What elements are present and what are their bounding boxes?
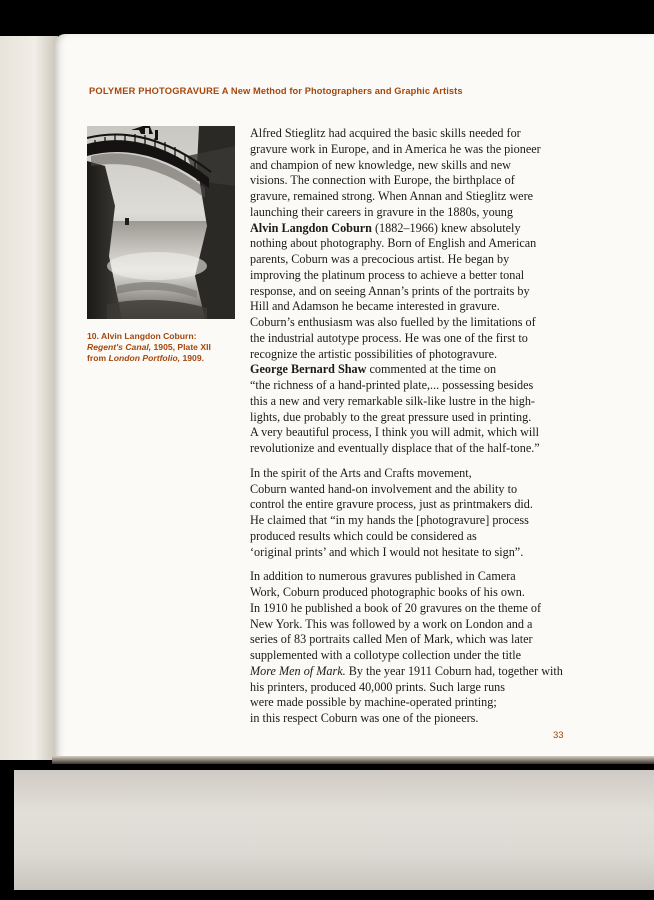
text-line [250, 664, 580, 680]
text-line: supplemented with a collotype collection under the title [250, 648, 522, 662]
text-line: revolutionize and eventually displace that of the half-tone.” [250, 441, 540, 455]
caption-source-title: London Portfolio, [108, 353, 181, 363]
paragraph-1 [250, 126, 580, 457]
text-line: his printers, produced 40,000 prints. Such large runs [250, 679, 505, 694]
text-run: By the year 1911 Coburn had, together with [345, 663, 563, 678]
text-line: parents, Coburn was a precocious artist. He began by [250, 252, 510, 266]
text-line: this a new and very remarkable silk-like lustre in the high- [250, 393, 535, 408]
text-run: commented at the time on [366, 362, 497, 377]
figure-caption [87, 331, 237, 364]
text-line: recognize the artistic possibilities of photogravure. [250, 346, 498, 361]
caption-year-plate: 1905, Plate XII [153, 342, 211, 352]
text-line: Coburn’s enthusiasm was also fuelled by the limitations of [250, 315, 536, 329]
text-line [250, 221, 580, 237]
text-line: produced results which could be considered as [250, 528, 477, 543]
text-line: He claimed that “in my hands the [photogravure] process [250, 513, 529, 527]
text-line: Coburn wanted hand-on involvement and the ability to [250, 481, 518, 496]
text-line: in this respect Coburn was one of the pioneers. [250, 711, 479, 725]
paragraph-2 [250, 466, 580, 561]
text-line: gravure work in Europe, and in America he was the pioneer [250, 141, 541, 156]
text-line: and champion of new knowledge, new skills and new [250, 157, 511, 172]
running-head-title: POLYMER PHOTOGRAVURE [89, 86, 220, 96]
text-line: control the entire gravure process, just as printmakers did. [250, 497, 533, 512]
text-line: launching their careers in gravure in the 1880s, young [250, 204, 513, 219]
text-line [250, 362, 580, 378]
page-number: 33 [553, 730, 564, 741]
running-head-subtitle: A New Method for Photographers and Graphic Artists [221, 86, 463, 96]
text-line: gravure, remained strong. When Annan and Stieglitz were [250, 189, 534, 203]
text-line: Alfred Stieglitz had acquired the basic skills needed for [250, 126, 521, 140]
figure-photo [87, 126, 235, 319]
text-line: improving the platinum process to achieve a better tonal [250, 267, 525, 282]
text-line: the industrial autotype process. He was one of the first to [250, 330, 528, 345]
caption-line-3 [87, 353, 237, 364]
text-line: In addition to numerous gravures published in Camera [250, 569, 516, 584]
text-line: In 1910 he published a book of 20 gravures on the theme of [250, 600, 542, 615]
text-line: series of 83 portraits called Men of Mark, which was later [250, 632, 533, 647]
caption-source-year: 1909. [182, 353, 205, 363]
caption-work-title: Regent's Canal, [87, 342, 152, 352]
text-line: In the spirit of the Arts and Crafts movement, [250, 465, 472, 480]
running-head [89, 86, 609, 96]
paragraph-3 [250, 569, 580, 727]
name-coburn: Alvin Langdon Coburn [250, 220, 372, 235]
text-line: Work, Coburn produced photographic books of his own. [250, 585, 525, 599]
caption-line-2 [87, 342, 237, 353]
text-line: ‘original prints’ and which I would not hesitate to sign”. [250, 544, 524, 559]
name-shaw: George Bernard Shaw [250, 362, 367, 377]
text-line: A very beautiful process, I think you will admit, which will [250, 425, 540, 440]
text-line: were made possible by machine-operated printing; [250, 695, 497, 710]
text-line: nothing about photography. Born of English and American [250, 236, 537, 251]
text-line: lights, due probably to the great pressure used in printing. [250, 409, 532, 424]
caption-author: Alvin Langdon Coburn: [101, 331, 197, 341]
text-line: response, and on seeing Annan’s prints of the portraits by [250, 283, 530, 298]
text-line: Hill and Adamson he became interested in gravure. [250, 299, 500, 314]
text-line: visions. The connection with Europe, the birthplace of [250, 173, 515, 188]
caption-from: from [87, 353, 107, 363]
caption-number: 10. [87, 331, 99, 341]
page-bottom-edge [52, 756, 654, 764]
body-text [250, 126, 580, 727]
text-line: “the richness of a hand-printed plate,... possessing besides [250, 378, 534, 392]
left-page-edge [0, 36, 58, 760]
title-more-men-of-mark: More Men of Mark. [250, 663, 346, 678]
scanner-bed [14, 770, 654, 890]
caption-line-1 [87, 331, 237, 342]
text-run: (1882–1966) knew absolutely [371, 220, 521, 235]
text-line: New York. This was followed by a work on London and a [250, 616, 533, 631]
